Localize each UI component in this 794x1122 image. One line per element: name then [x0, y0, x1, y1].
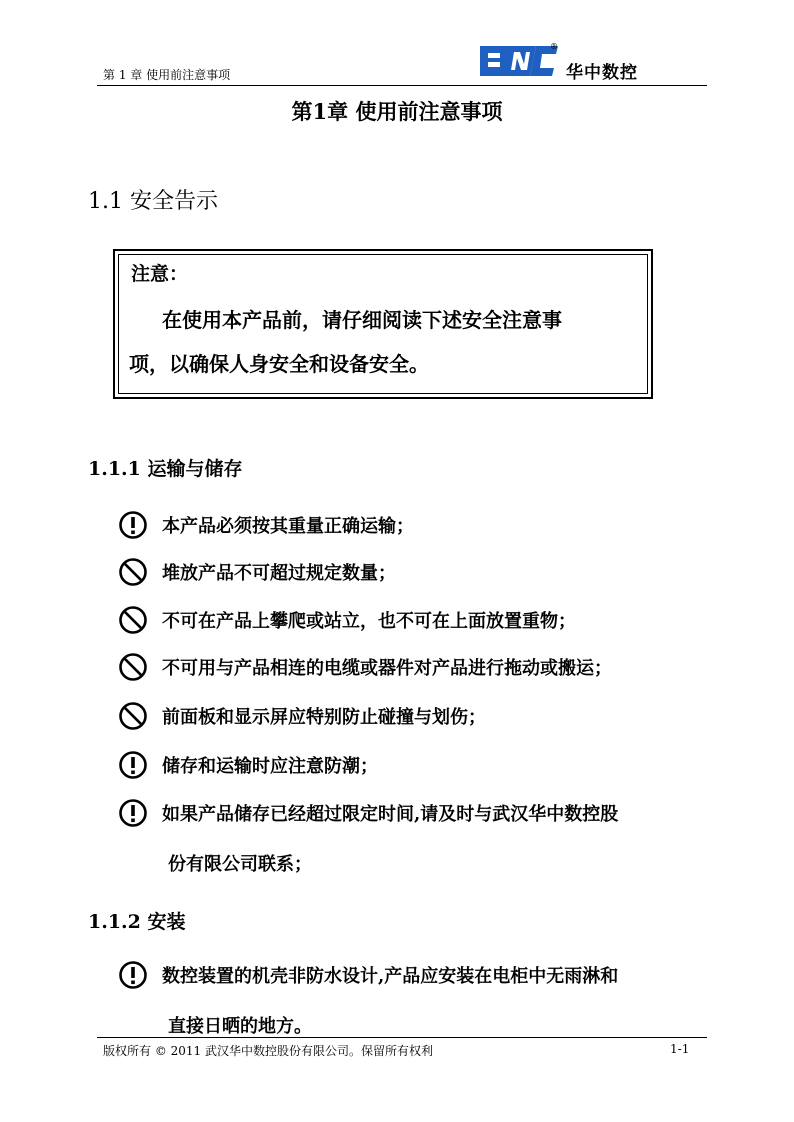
- notice-line-1: 在使用本产品前，请仔细阅读下述安全注意事: [162, 308, 562, 332]
- notice-label: 注意：: [131, 263, 189, 285]
- running-header: 第 1 章 使用前注意事项: [103, 68, 231, 82]
- list-item: [118, 699, 486, 733]
- list-item-continuation: 直接日晒的地方。: [168, 1016, 312, 1037]
- prohibited-icon: [118, 652, 148, 682]
- exclamation-circle-icon: [118, 960, 148, 990]
- footer-rule: [97, 1037, 707, 1038]
- list-item-text: 不可在产品上攀爬或站立，也不可在上面放置重物；: [162, 611, 576, 632]
- list-item: [118, 508, 414, 542]
- list-item-text: 堆放产品不可超过规定数量；: [162, 563, 396, 584]
- list-item: [118, 958, 618, 992]
- exclamation-circle-icon: [118, 750, 148, 780]
- prohibited-icon: [118, 605, 148, 635]
- subsection-title-install: 1.1.2 安装: [88, 911, 186, 933]
- notice-line-2: 项，以确保人身安全和设备安全。: [129, 352, 429, 376]
- list-item-text: 储存和运输时应注意防潮；: [162, 756, 378, 777]
- registered-mark: ®: [550, 42, 558, 51]
- subsection-title-transport: 1.1.1 运输与储存: [88, 458, 243, 480]
- prohibited-icon: [118, 557, 148, 587]
- list-item-text: 数控装置的机壳非防水设计,产品应安装在电柜中无雨淋和: [162, 966, 619, 987]
- list-item-text: 如果产品储存已经超过限定时间,请及时与武汉华中数控股: [162, 804, 619, 825]
- list-item: [118, 650, 612, 684]
- list-item: [118, 555, 396, 589]
- list-item-text: 前面板和显示屏应特别防止碰撞与划伤；: [162, 707, 486, 728]
- list-item-text: 不可用与产品相连的电缆或器件对产品进行拖动或搬运；: [162, 658, 612, 679]
- list-item-text: 本产品必须按其重量正确运输；: [162, 516, 414, 537]
- copyright-footer: 版权所有 © 2011 武汉华中数控股份有限公司。保留所有权利: [103, 1044, 433, 1058]
- exclamation-circle-icon: [118, 510, 148, 540]
- exclamation-circle-icon: [118, 798, 148, 828]
- chapter-title: 第1章 使用前注意事项: [291, 99, 503, 124]
- section-title: 1.1 安全告示: [88, 189, 218, 214]
- prohibited-icon: [118, 701, 148, 731]
- page-number: 1-1: [670, 1042, 690, 1056]
- logo-text: 华中数控: [566, 63, 638, 83]
- list-item: [118, 748, 378, 782]
- list-item-continuation: 份有限公司联系；: [168, 854, 312, 875]
- list-item: [118, 603, 576, 637]
- header-rule: [97, 85, 707, 86]
- list-item: [118, 796, 618, 830]
